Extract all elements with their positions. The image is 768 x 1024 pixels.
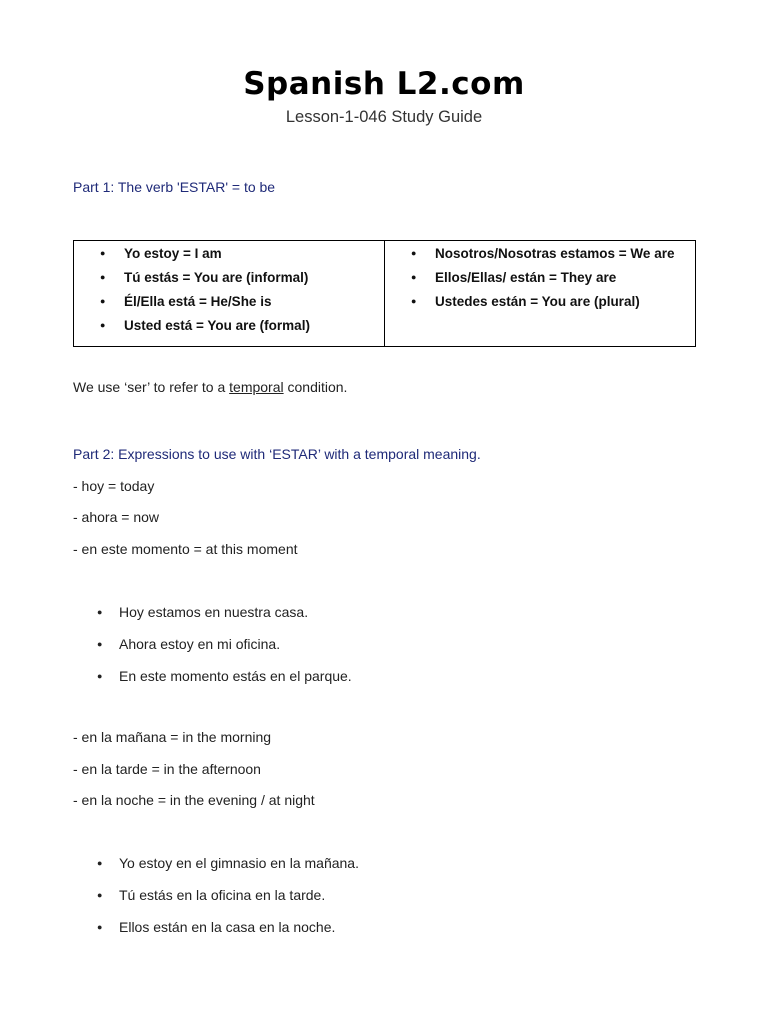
expression-line: - ahora = now [73,509,159,525]
conjugation-item: ● Yo estoy = I am [84,245,374,262]
example-list-2 [73,854,359,950]
site-title: Spanish L2.com [243,66,525,102]
conjugation-item: ● Usted está = You are (formal) [84,317,374,334]
expression-line: - hoy = today [73,478,155,494]
usage-note-after: condition. [283,379,348,395]
conjugation-item: ● Él/Ella está = He/She is [84,293,374,310]
conjugation-item: ● Nosotros/Nosotras estamos = We are [395,245,685,262]
example-sentence: ● Ellos están en la casa en la noche. [73,918,359,950]
lesson-subtitle: Lesson-1-046 Study Guide [285,108,483,126]
part1-heading: Part 1: The verb 'ESTAR' = to be [73,179,276,195]
expression-line: - en la tarde = in the afternoon [73,761,261,777]
usage-note [73,379,347,395]
conjugation-item: ● Ellos/Ellas/ están = They are [395,269,685,286]
expression-line: - en la mañana = in the morning [73,729,272,745]
conjugation-item: ● Tú estás = You are (informal) [84,269,374,286]
usage-note-before: We use ‘ser’ to refer to a [73,379,230,395]
conjugation-item: ● Ustedes están = You are (plural) [395,293,685,310]
example-list-1 [73,603,352,699]
conjugation-table [73,240,696,347]
example-sentence: ● En este momento estás en el parque. [73,667,352,699]
usage-note-underlined: temporal [229,379,284,395]
example-sentence: ● Ahora estoy en mi oficina. [73,635,352,667]
expression-line: - en este momento = at this moment [73,541,298,557]
example-sentence: ● Yo estoy en el gimnasio en la mañana. [73,854,359,886]
example-sentence: ● Tú estás en la oficina en la tarde. [73,886,359,918]
part2-heading: Part 2: Expressions to use with ‘ESTAR’ with a temporal meaning. [73,446,481,462]
example-sentence: ● Hoy estamos en nuestra casa. [73,603,352,635]
plural-column [385,241,696,347]
expression-line: - en la noche = in the evening / at night [73,792,315,808]
singular-column [74,241,385,347]
